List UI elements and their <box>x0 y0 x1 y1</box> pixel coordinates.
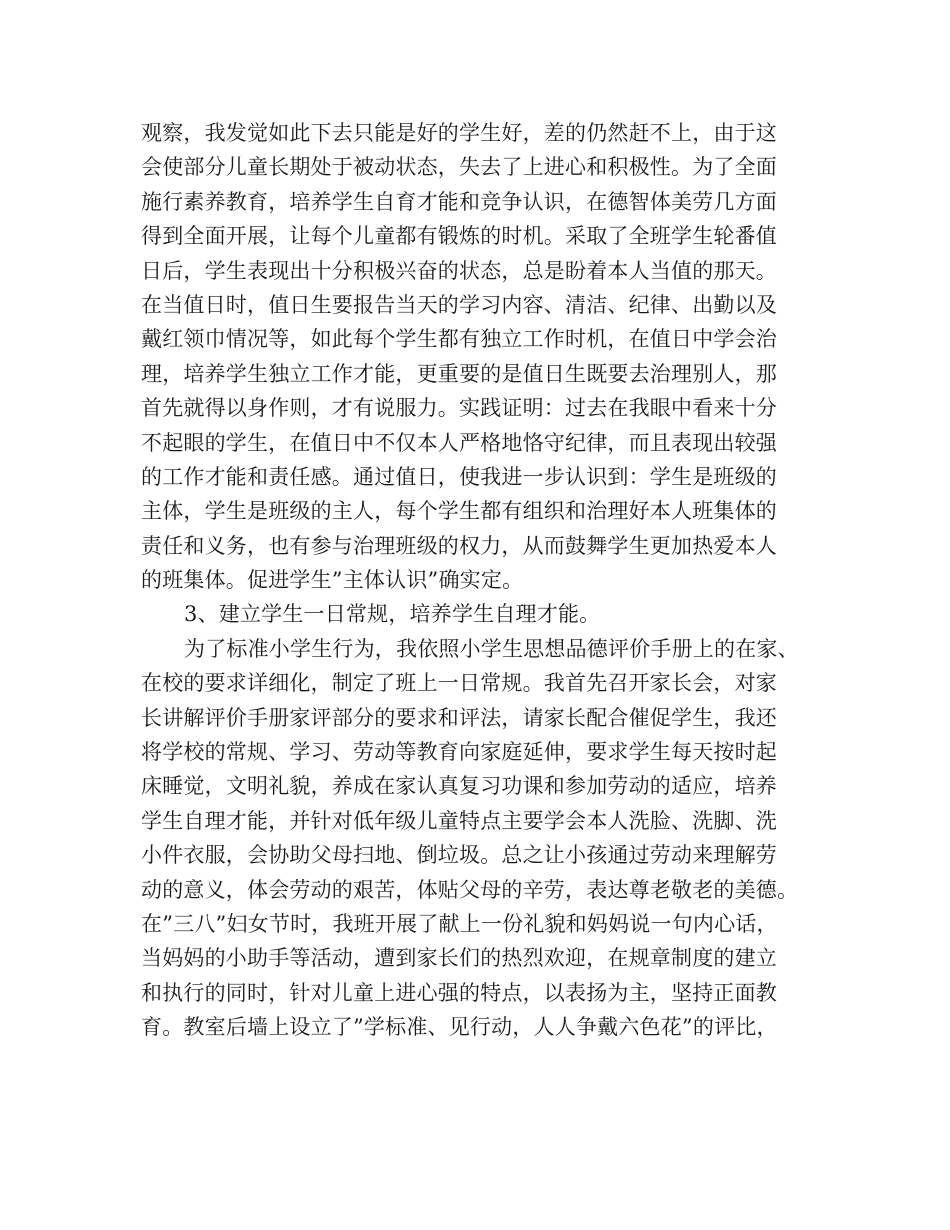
text-line: 理，培养学生独立工作才能，更重要的是值日生既要去治理别人，那 <box>141 361 777 386</box>
text-line: 小件衣服，会协助父母扫地、倒垃圾。总之让小孩通过劳动来理解劳 <box>141 843 777 868</box>
text-line: 育。教室后墙上设立了”学标准、见行动，人人争戴六色花”的评比， <box>141 1015 778 1040</box>
text-line: 不起眼的学生，在值日中不仅本人严格地恪守纪律，而且表现出较强 <box>141 430 777 455</box>
text-line: 将学校的常规、学习、劳动等教育向家庭延伸，要求学生每天按时起 <box>141 740 777 765</box>
text-line: 得到全面开展，让每个儿童都有锻炼的时机。采取了全班学生轮番值 <box>141 224 777 249</box>
text-line: 主体，学生是班级的主人，每个学生都有组织和治理好本人班集体的 <box>141 499 777 524</box>
text-line: 床睡觉，文明礼貌，养成在家认真复习功课和参加劳动的适应，培养 <box>141 774 777 799</box>
text-line: 动的意义，体会劳动的艰苦，体贴父母的辛劳，表达尊老敬老的美德。 <box>141 877 799 902</box>
text-line: 会使部分儿童长期处于被动状态，失去了上进心和积极性。为了全面 <box>141 155 777 180</box>
text-line: 和执行的同时，针对儿童上进心强的特点，以表扬为主，坚持正面教 <box>141 980 777 1005</box>
text-line: 当妈妈的小助手等活动，遭到家长们的热烈欢迎，在规章制度的建立 <box>141 946 777 971</box>
text-line: 的班集体。促进学生”主体认识”确实定。 <box>141 568 524 593</box>
text-line: 在”三八”妇女节时，我班开展了献上一份礼貌和妈妈说一句内心话， <box>141 911 778 936</box>
paragraph-first-line: 为了标准小学生行为，我依照小学生思想品德评价手册上的在家、 <box>184 636 799 661</box>
text-line: 首先就得以身作则，才有说服力。实践证明：过去在我眼中看来十分 <box>141 396 777 421</box>
text-line: 在校的要求详细化，制定了班上一日常规。我首先召开家长会，对家 <box>141 671 777 696</box>
text-line: 观察，我发觉如此下去只能是好的学生好，差的仍然赶不上，由于这 <box>141 121 777 145</box>
text-line: 的工作才能和责任感。通过值日，使我进一步认识到：学生是班级的 <box>141 464 777 489</box>
text-line: 在当值日时，值日生要报告当天的学习内容、清洁、纪律、出勤以及 <box>141 292 777 317</box>
text-line: 戴红领巾情况等，如此每个学生都有独立工作时机，在值日中学会治 <box>141 327 777 352</box>
text-line: 日后，学生表现出十分积极兴奋的状态，总是盼着本人当值的那天。 <box>141 258 777 283</box>
text-line: 长讲解评价手册家评部分的要求和评法，请家长配合催促学生，我还 <box>141 705 777 730</box>
body-text <box>141 116 831 1045</box>
text-line: 责任和义务，也有参与治理班级的权力，从而鼓舞学生更加热爱本人 <box>141 533 777 558</box>
text-line: 施行素养教育，培养学生自育才能和竞争认识，在德智体美劳几方面 <box>141 189 777 214</box>
text-line: 学生自理才能，并针对低年级儿童特点主要学会本人洗脸、洗脚、洗 <box>141 808 777 833</box>
section-heading: 3、建立学生一日常规，培养学生自理才能。 <box>184 602 601 627</box>
